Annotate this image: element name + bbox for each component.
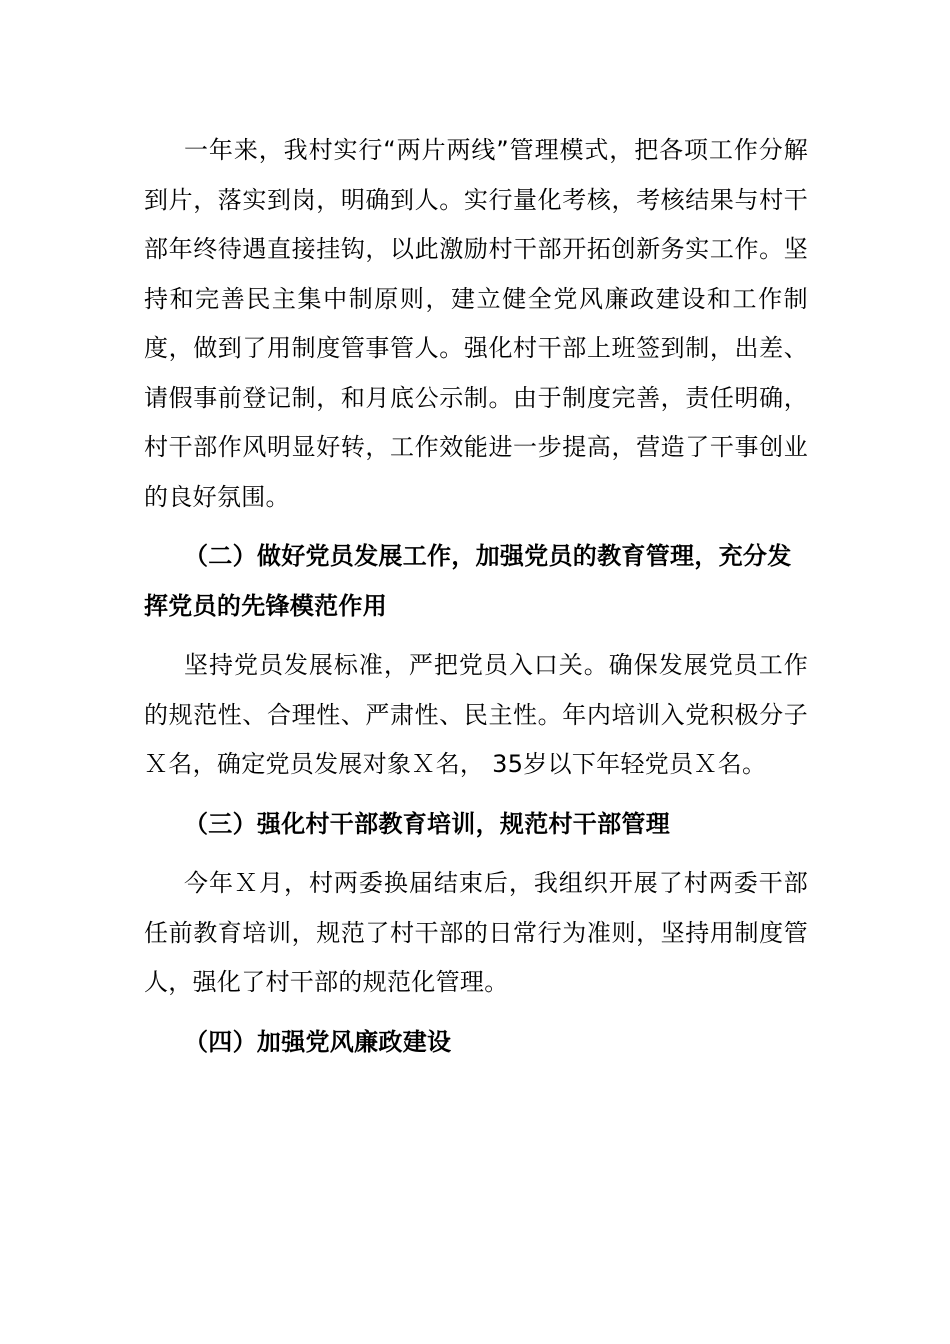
spacer bbox=[144, 631, 808, 641]
spacer bbox=[144, 522, 808, 532]
document-body bbox=[144, 126, 808, 1067]
section-heading-3: （三）强化村干部教育培训，规范村干部管理 bbox=[184, 809, 670, 838]
section-heading-2: （二）做好党员发展工作，加强党员的教育管理，充分发挥党员的先锋模范作用 bbox=[144, 542, 792, 620]
paragraph-management-mode: 一年来，我村实行“两片两线”管理模式，把各项工作分解到片，落实到岗，明确到人。实行量化考核，考核结果与村干部年终待遇直接挂钩，以此激励村干部开拓创新务实工作。坚持和完善民主集中制原则，建立健全党风廉政建设和工作制度，做到了用制度管事管人。强化村干部上班签到制，出差、请假事前登记制，和月底公示制。由于制度完善，责任明确，村干部作风明显好转，工作效能进一步提高，营造了干事创业的良好氛围。 bbox=[144, 136, 808, 511]
spacer bbox=[144, 849, 808, 859]
paragraph-cadre-training: 今年Ｘ月，村两委换届结束后，我组织开展了村两委干部任前教育培训，规范了村干部的日常行为准则，坚持用制度管人，强化了村干部的规范化管理。 bbox=[144, 869, 808, 996]
section-heading-4: （四）加强党风廉政建设 bbox=[184, 1027, 452, 1056]
paragraph-party-development: 坚持党员发展标准，严把党员入口关。确保发展党员工作的规范性、合理性、严肃性、民主性。年内培训入党积极分子Ｘ名，确定党员发展对象Ｘ名， 35岁以下年轻党员Ｘ名。 bbox=[144, 651, 808, 778]
spacer bbox=[144, 1008, 808, 1018]
spacer bbox=[144, 790, 808, 800]
